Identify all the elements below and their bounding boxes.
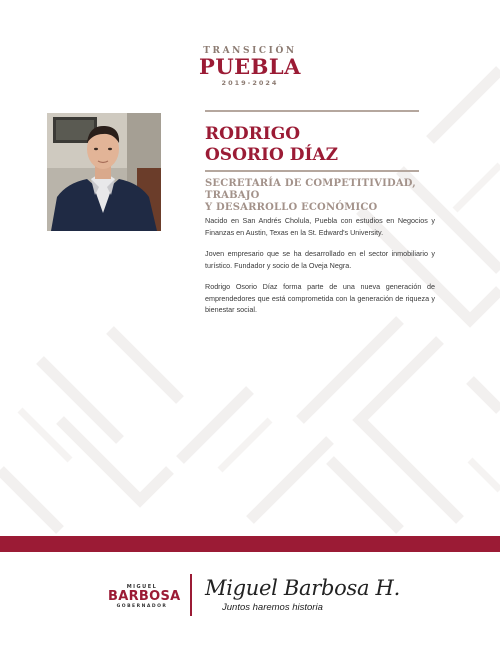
logo-barbosa: BARBOSA [108, 589, 181, 604]
position-title [205, 178, 465, 214]
signature: Miguel Barbosa H. [205, 576, 400, 600]
biography [205, 215, 435, 326]
miguel-barbosa-logo [108, 584, 181, 610]
logo-line-years: 2019-2024 [221, 79, 279, 87]
title-line-1: SECRETARÍA DE COMPETITIVIDAD, TRABAJO [205, 178, 416, 201]
slogan: Juntos haremos historia [222, 602, 323, 613]
bio-paragraph: Joven empresario que se ha desarrollado en el sector inmobiliario y turístico. Fundador y socio de la Oveja Negra. [205, 249, 435, 270]
title-line-2: Y DESARROLLO ECONÓMICO [205, 202, 378, 213]
bio-paragraph: Rodrigo Osorio Díaz forma parte de una nueva generación de emprendedores que está comprometida con la generación de riqueza y bienestar social. [205, 282, 435, 314]
bio-paragraph: Nacido en San Andrés Cholula, Puebla con estudios en Negocios y Finanzas en Austin, Texas en la St. Edward's University. [205, 216, 435, 237]
top-divider [205, 110, 419, 112]
name-line-2: OSORIO DÍAZ [205, 145, 338, 165]
profile-photo [47, 113, 161, 231]
logo-line-transicion: TRANSICIÓN [203, 46, 297, 56]
logo-miguel: MIGUEL [126, 584, 158, 590]
transicion-puebla-logo [195, 46, 305, 88]
logo-line-puebla: PUEBLA [199, 54, 301, 79]
name-line-1: RODRIGO [205, 124, 301, 144]
footer-band [0, 536, 500, 552]
logo-gobernador: GOBERNADOR [116, 604, 168, 609]
name-divider [205, 170, 419, 172]
footer-divider [190, 574, 192, 616]
person-name [205, 124, 445, 166]
